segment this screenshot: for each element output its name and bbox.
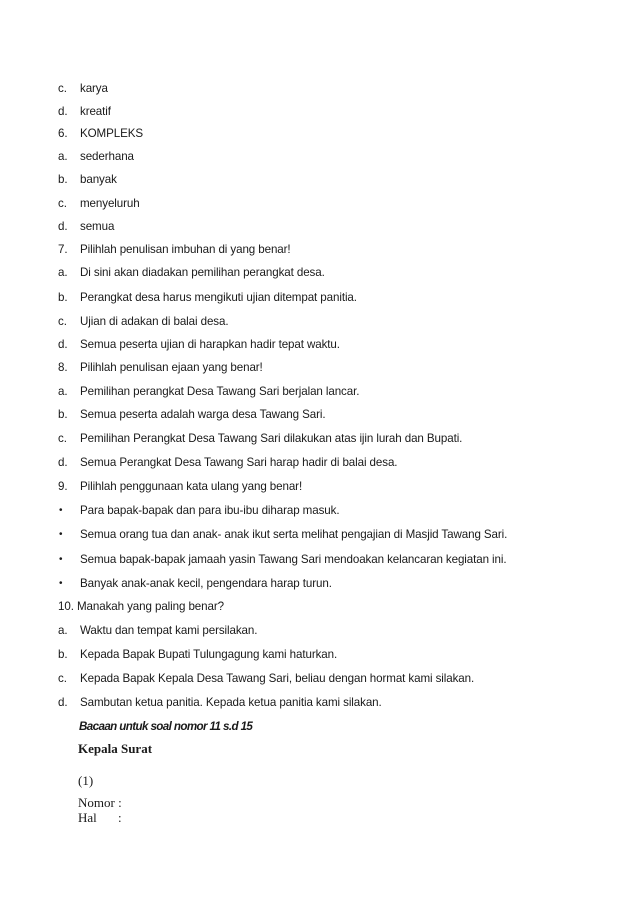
- list-text: kreatif: [80, 105, 111, 118]
- list-marker: a.: [58, 385, 68, 398]
- list-marker: d.: [58, 696, 68, 709]
- list-text: karya: [80, 82, 108, 95]
- list-text: menyeluruh: [80, 197, 140, 210]
- bullet-marker: •: [59, 505, 63, 516]
- list-marker: b.: [58, 648, 68, 661]
- bullet-text: Banyak anak-anak kecil, pengendara harap turun.: [80, 577, 332, 590]
- list-marker: d.: [58, 456, 68, 469]
- list-text: Semua Perangkat Desa Tawang Sari harap hadir di balai desa.: [80, 456, 398, 469]
- list-marker: 10.: [58, 600, 74, 613]
- list-marker: a.: [58, 150, 68, 163]
- hal-colon: :: [118, 810, 122, 825]
- list-text: Semua peserta ujian di harapkan hadir tepat waktu.: [80, 338, 340, 351]
- bullet-text: Semua orang tua dan anak- anak ikut serta melihat pengajian di Masjid Tawang Sari.: [80, 528, 508, 541]
- list-text: Pilihlah penggunaan kata ulang yang benar!: [80, 480, 303, 493]
- list-marker: c.: [58, 82, 67, 95]
- list-marker: c.: [58, 432, 67, 445]
- list-text: sederhana: [80, 150, 134, 163]
- list-marker: a.: [58, 624, 68, 637]
- list-text: Pemilihan Perangkat Desa Tawang Sari dilakukan atas ijin lurah dan Bupati.: [80, 432, 463, 445]
- list-marker: d.: [58, 105, 68, 118]
- list-marker: d.: [58, 220, 68, 233]
- list-marker: b.: [58, 173, 68, 186]
- list-text: Pemilihan perangkat Desa Tawang Sari berjalan lancar.: [80, 385, 360, 398]
- bullet-marker: •: [59, 529, 63, 540]
- list-text: KOMPLEKS: [80, 127, 143, 140]
- list-marker: 9.: [58, 480, 68, 493]
- list-text: Waktu dan tempat kami persilakan.: [80, 624, 258, 637]
- bullet-marker: •: [59, 578, 63, 589]
- list-marker: c.: [58, 197, 67, 210]
- reading-heading: Bacaan untuk soal nomor 11 s.d 15: [79, 720, 253, 733]
- list-marker: b.: [58, 408, 68, 421]
- number-mark: (1): [78, 773, 94, 788]
- list-text: Di sini akan diadakan pemilihan perangkat desa.: [80, 266, 325, 279]
- letter-title: Kepala Surat: [78, 741, 153, 756]
- list-marker: 6.: [58, 127, 68, 140]
- hal-label: Hal: [78, 810, 97, 825]
- nomor-label: Nomor :: [78, 795, 122, 810]
- list-marker: 8.: [58, 361, 68, 374]
- list-marker: 7.: [58, 243, 68, 256]
- list-marker: a.: [58, 266, 68, 279]
- list-text: Manakah yang paling benar?: [77, 600, 224, 613]
- list-marker: b.: [58, 291, 68, 304]
- list-text: banyak: [80, 173, 117, 186]
- list-text: Kepada Bapak Bupati Tulungagung kami haturkan.: [80, 648, 338, 661]
- list-marker: c.: [58, 672, 67, 685]
- list-text: Kepada Bapak Kepala Desa Tawang Sari, beliau dengan hormat kami silakan.: [80, 672, 475, 685]
- bullet-marker: •: [59, 554, 63, 565]
- list-marker: c.: [58, 315, 67, 328]
- list-text: semua: [80, 220, 115, 233]
- list-text: Pilihlah penulisan imbuhan di yang benar!: [80, 243, 291, 256]
- list-text: Semua peserta adalah warga desa Tawang Sari.: [80, 408, 326, 421]
- list-marker: d.: [58, 338, 68, 351]
- bullet-text: Semua bapak-bapak jamaah yasin Tawang Sari mendoakan kelancaran kegiatan ini.: [80, 553, 507, 566]
- bullet-text: Para bapak-bapak dan para ibu-ibu diharap masuk.: [80, 504, 340, 517]
- list-text: Sambutan ketua panitia. Kepada ketua panitia kami silakan.: [80, 696, 382, 709]
- list-text: Ujian di adakan di balai desa.: [80, 315, 229, 328]
- list-text: Pilihlah penulisan ejaan yang benar!: [80, 361, 263, 374]
- list-text: Perangkat desa harus mengikuti ujian ditempat panitia.: [80, 291, 357, 304]
